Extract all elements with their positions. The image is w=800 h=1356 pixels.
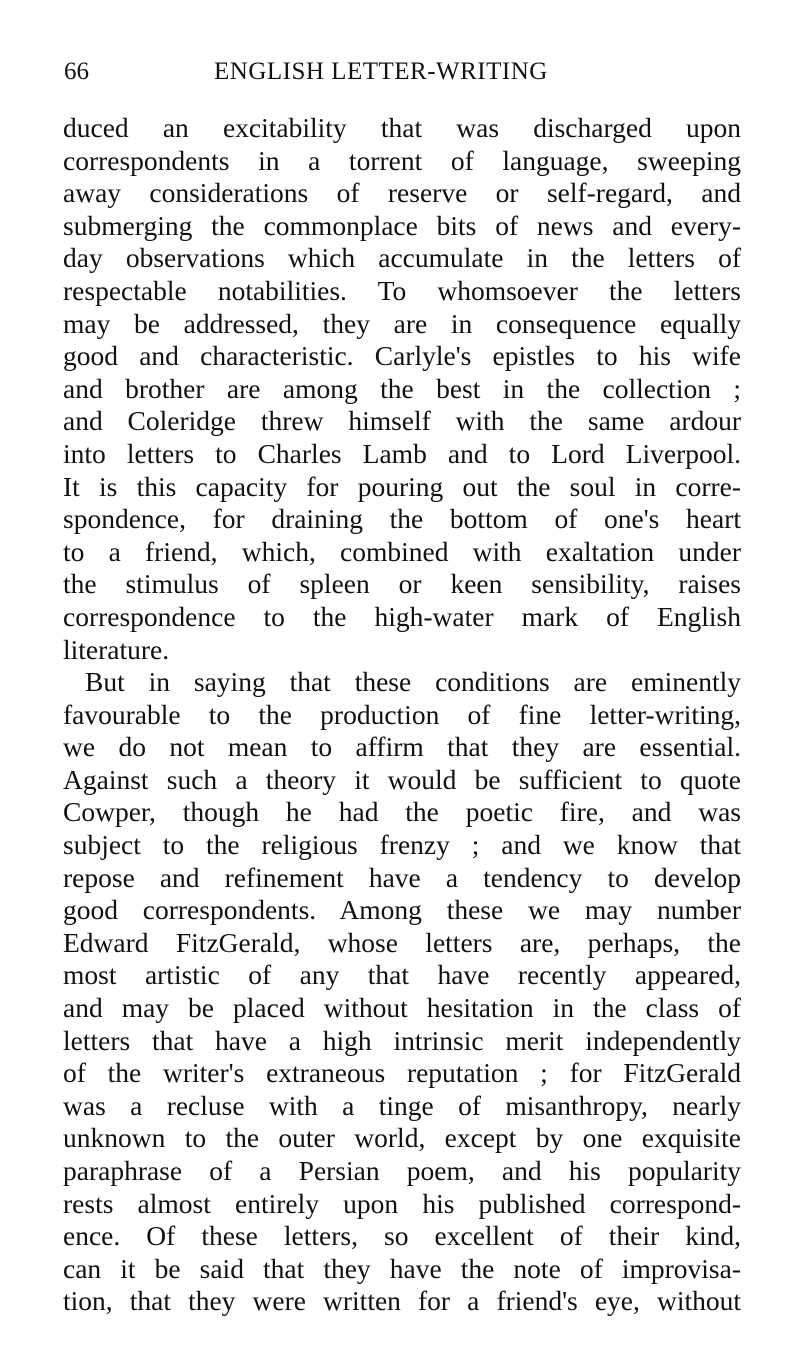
text-line: into letters to Charles Lamb and to Lord Liverpool. xyxy=(63,437,741,469)
text-line: we do not mean to affirm that they are essential. xyxy=(63,731,741,763)
page-body xyxy=(63,112,741,1318)
text-line: may be addressed, they are in consequence equally xyxy=(63,307,741,339)
text-line: letters that have a high intrinsic merit independently xyxy=(63,1024,741,1056)
text-line: and Coleridge threw himself with the same ardour xyxy=(63,405,741,437)
text-line: But in saying that these conditions are eminently xyxy=(85,666,741,698)
text-line: Cowper, though he had the poetic fire, and was xyxy=(63,796,741,828)
page-number: 66 xyxy=(64,58,89,85)
text-line: can it be said that they have the note of improvisa- xyxy=(63,1252,741,1284)
text-line: of the writer's extraneous reputation ; for FitzGerald xyxy=(63,1057,741,1089)
running-header xyxy=(64,58,740,92)
running-title: ENGLISH LETTER-WRITING xyxy=(214,58,548,85)
text-line: was a recluse with a tinge of misanthropy, nearly xyxy=(63,1089,741,1121)
text-line: repose and refinement have a tendency to develop xyxy=(63,861,741,893)
text-line: most artistic of any that have recently appeared, xyxy=(63,959,741,991)
text-line: day observations which accumulate in the letters of xyxy=(63,242,741,274)
text-line: the stimulus of spleen or keen sensibility, raises xyxy=(63,568,741,600)
text-line: away considerations of reserve or self-regard, and xyxy=(63,177,741,209)
text-line: subject to the religious frenzy ; and we know that xyxy=(63,829,741,861)
text-line: correspondents in a torrent of language, sweeping xyxy=(63,144,741,176)
text-line: ence. Of these letters, so excellent of their kind, xyxy=(63,1220,741,1252)
text-line: good and characteristic. Carlyle's epistles to his wife xyxy=(63,340,741,372)
text-line: Edward FitzGerald, whose letters are, perhaps, the xyxy=(63,926,741,958)
text-line: Against such a theory it would be sufficient to quote xyxy=(63,763,741,795)
text-line: and brother are among the best in the collection ; xyxy=(63,372,741,404)
text-line: paraphrase of a Persian poem, and his popularity xyxy=(63,1155,741,1186)
text-line: duced an excitability that was discharged upon xyxy=(63,112,741,143)
text-line: favourable to the production of fine letter-writing, xyxy=(63,698,741,730)
text-line: rests almost entirely upon his published correspond- xyxy=(63,1187,741,1219)
text-line: spondence, for draining the bottom of one's heart xyxy=(63,503,741,535)
text-line: tion, that they were written for a friend's eye, without xyxy=(63,1285,741,1317)
text-line: literature. xyxy=(63,633,170,665)
text-line: respectable notabilities. To whomsoever the letters xyxy=(63,274,741,306)
text-line: It is this capacity for pouring out the soul in corre- xyxy=(63,470,741,502)
text-line: correspondence to the high-water mark of English xyxy=(63,600,741,632)
paragraph xyxy=(63,666,741,1318)
text-line: unknown to the outer world, except by one exquisite xyxy=(63,1122,741,1154)
text-line: and may be placed without hesitation in the class of xyxy=(63,992,741,1024)
text-line: submerging the commonplace bits of news and every- xyxy=(63,209,741,241)
text-line: to a friend, which, combined with exaltation under xyxy=(63,535,741,567)
text-line: good correspondents. Among these we may number xyxy=(63,894,741,926)
paragraph xyxy=(63,112,741,666)
